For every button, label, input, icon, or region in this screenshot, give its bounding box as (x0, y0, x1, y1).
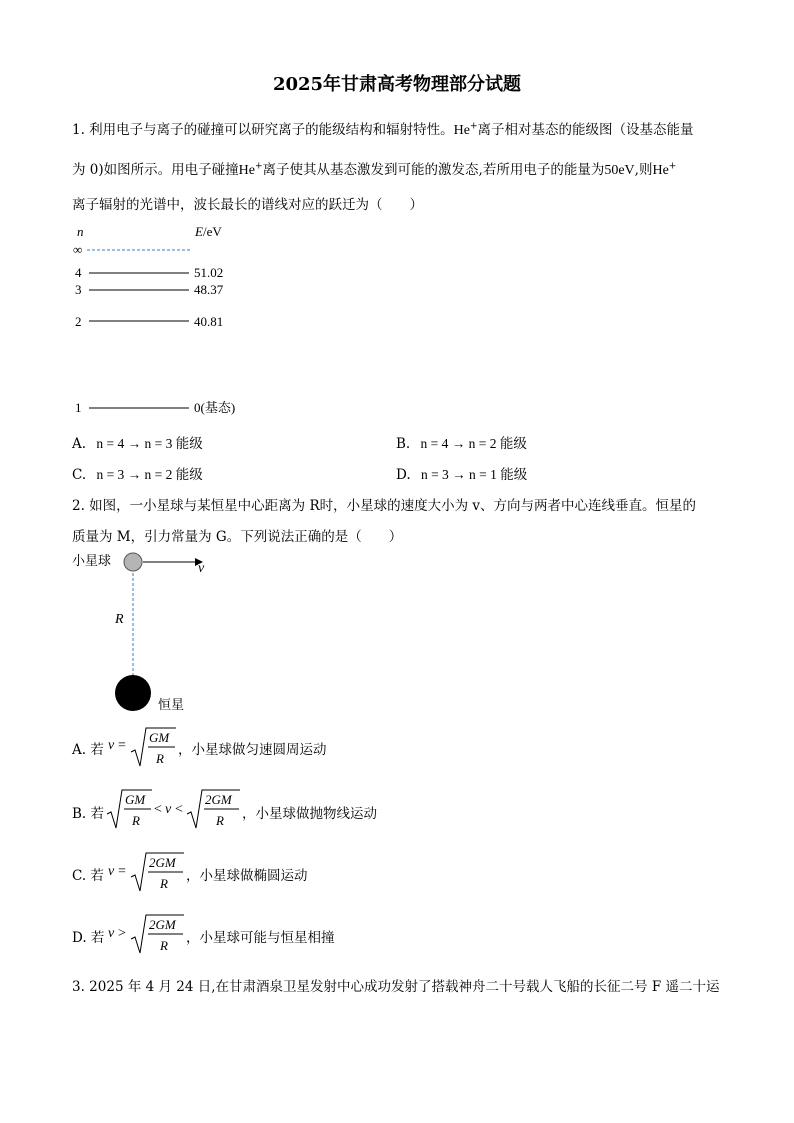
denominator: R (132, 813, 140, 828)
math-eq: = (118, 864, 126, 879)
option-text: n = 3 → n = 2 能级 (96, 467, 203, 482)
option-label: C. (72, 467, 87, 483)
option-label: C. 若 (72, 868, 104, 884)
math-lt: < (154, 802, 162, 817)
math-v: v (108, 926, 115, 941)
energy-level-diagram (65, 220, 265, 420)
numerator: 2GM (149, 855, 176, 870)
level-value-1: 0(基态) (194, 400, 236, 415)
denominator: R (160, 938, 168, 953)
q1-line-2 (72, 158, 676, 179)
sqrt-2gm-over-r (130, 851, 186, 895)
option-text: ，小星球做匀速圆周运动 (178, 742, 327, 758)
q1-option-d[interactable] (396, 463, 527, 483)
option-text: n = 3 → n = 1 能级 (420, 467, 528, 482)
option-text: ，小星球做抛物线运动 (242, 806, 377, 822)
level-n-1: 1 (75, 400, 82, 415)
small-star-icon (124, 553, 142, 571)
ion-charge: + (254, 161, 263, 172)
numerator: 2GM (205, 792, 232, 807)
q1-line1-text-a: 1. 利用电子与离子的碰撞可以研究离子的能级结构和辐射特性。 (72, 122, 454, 138)
option-label: B. 若 (72, 806, 105, 822)
ion-charge: + (668, 161, 677, 172)
level-value-3: 48.37 (194, 282, 224, 297)
option-label: D. (396, 467, 411, 483)
math-gt: > (118, 926, 126, 941)
q1-line2-text-c: ,则 (634, 162, 653, 178)
page-title: 2025年甘肃高考物理部分试题 (272, 74, 522, 95)
math-v: v (108, 738, 115, 753)
q1-line-1 (72, 118, 694, 139)
ion-symbol: He (453, 123, 470, 138)
q2-line-2: 质量为 M，引力常量为 G。下列说法正确的是（ ） (72, 529, 403, 545)
q1-option-a[interactable] (72, 432, 203, 452)
distance-label: R (115, 612, 124, 627)
q1-line2-text-b: 离子使其从基态激发到可能的激发态,若所用电子的能量为 (262, 162, 605, 178)
math-v: v (165, 802, 172, 817)
sqrt-gm-over-r (106, 788, 154, 832)
denominator: R (160, 876, 168, 891)
numerator: GM (125, 792, 146, 807)
sqrt-2gm-over-r (130, 913, 186, 957)
option-text: n = 4 → n = 3 能级 (96, 436, 203, 451)
numerator: GM (149, 730, 170, 745)
ion-charge: + (470, 121, 478, 132)
q1-option-b[interactable] (396, 432, 527, 452)
q1-line2-text-a: 为 0)如图所示。用电子碰撞 (72, 162, 239, 178)
e-axis-header: E/eV (195, 224, 222, 239)
option-text: n = 4 → n = 2 能级 (420, 436, 527, 451)
option-text: ，小星球可能与恒星相撞 (186, 930, 335, 946)
ion-symbol: He (238, 163, 255, 178)
math-v: v (108, 864, 115, 879)
level-n-3: 3 (75, 282, 82, 297)
sqrt-gm-over-r (130, 726, 178, 770)
math-lt: < (175, 802, 183, 817)
level-n-2: 2 (75, 314, 82, 329)
sqrt-2gm-over-r (186, 788, 242, 832)
option-label: B. (396, 436, 411, 452)
q1-option-c[interactable] (72, 463, 203, 483)
q3-line-1: 3. 2025 年 4 月 24 日,在甘肃酒泉卫星发射中心成功发射了搭载神舟二十号载人飞船的长征二号 F 遥二十运 (72, 979, 720, 995)
velocity-label: v (198, 561, 205, 576)
n-axis-header: n (77, 224, 84, 239)
star-diagram (65, 548, 265, 718)
denominator: R (156, 751, 164, 766)
option-label: A. (72, 436, 87, 452)
denominator: R (216, 813, 224, 828)
option-label: D. 若 (72, 930, 105, 946)
numerator: 2GM (149, 917, 176, 932)
level-n-4: 4 (75, 265, 82, 280)
big-star-label: 恒星 (158, 697, 185, 712)
small-star-label: 小星球 (72, 553, 112, 568)
math-eq: = (118, 738, 126, 753)
option-text: ，小星球做椭圆运动 (186, 868, 308, 884)
option-label: A. 若 (72, 742, 104, 758)
q2-line-1: 2. 如图，一小星球与某恒星中心距离为 R时，小星球的速度大小为 v、方向与两者中心连线垂直。恒星的 (72, 498, 697, 514)
big-star-icon (115, 675, 151, 711)
q1-line1-text-b: 离子相对基态的能级图（设基态能量 (477, 122, 694, 138)
level-value-4: 51.02 (194, 265, 224, 280)
ion-symbol: He (652, 163, 669, 178)
q1-line-3: 离子辐射的光谱中，波长最长的谱线对应的跃迁为（ ） (72, 197, 423, 213)
infinity-label: ∞ (73, 242, 83, 257)
level-value-2: 40.81 (194, 314, 224, 329)
electron-energy: 50eV (604, 163, 635, 178)
